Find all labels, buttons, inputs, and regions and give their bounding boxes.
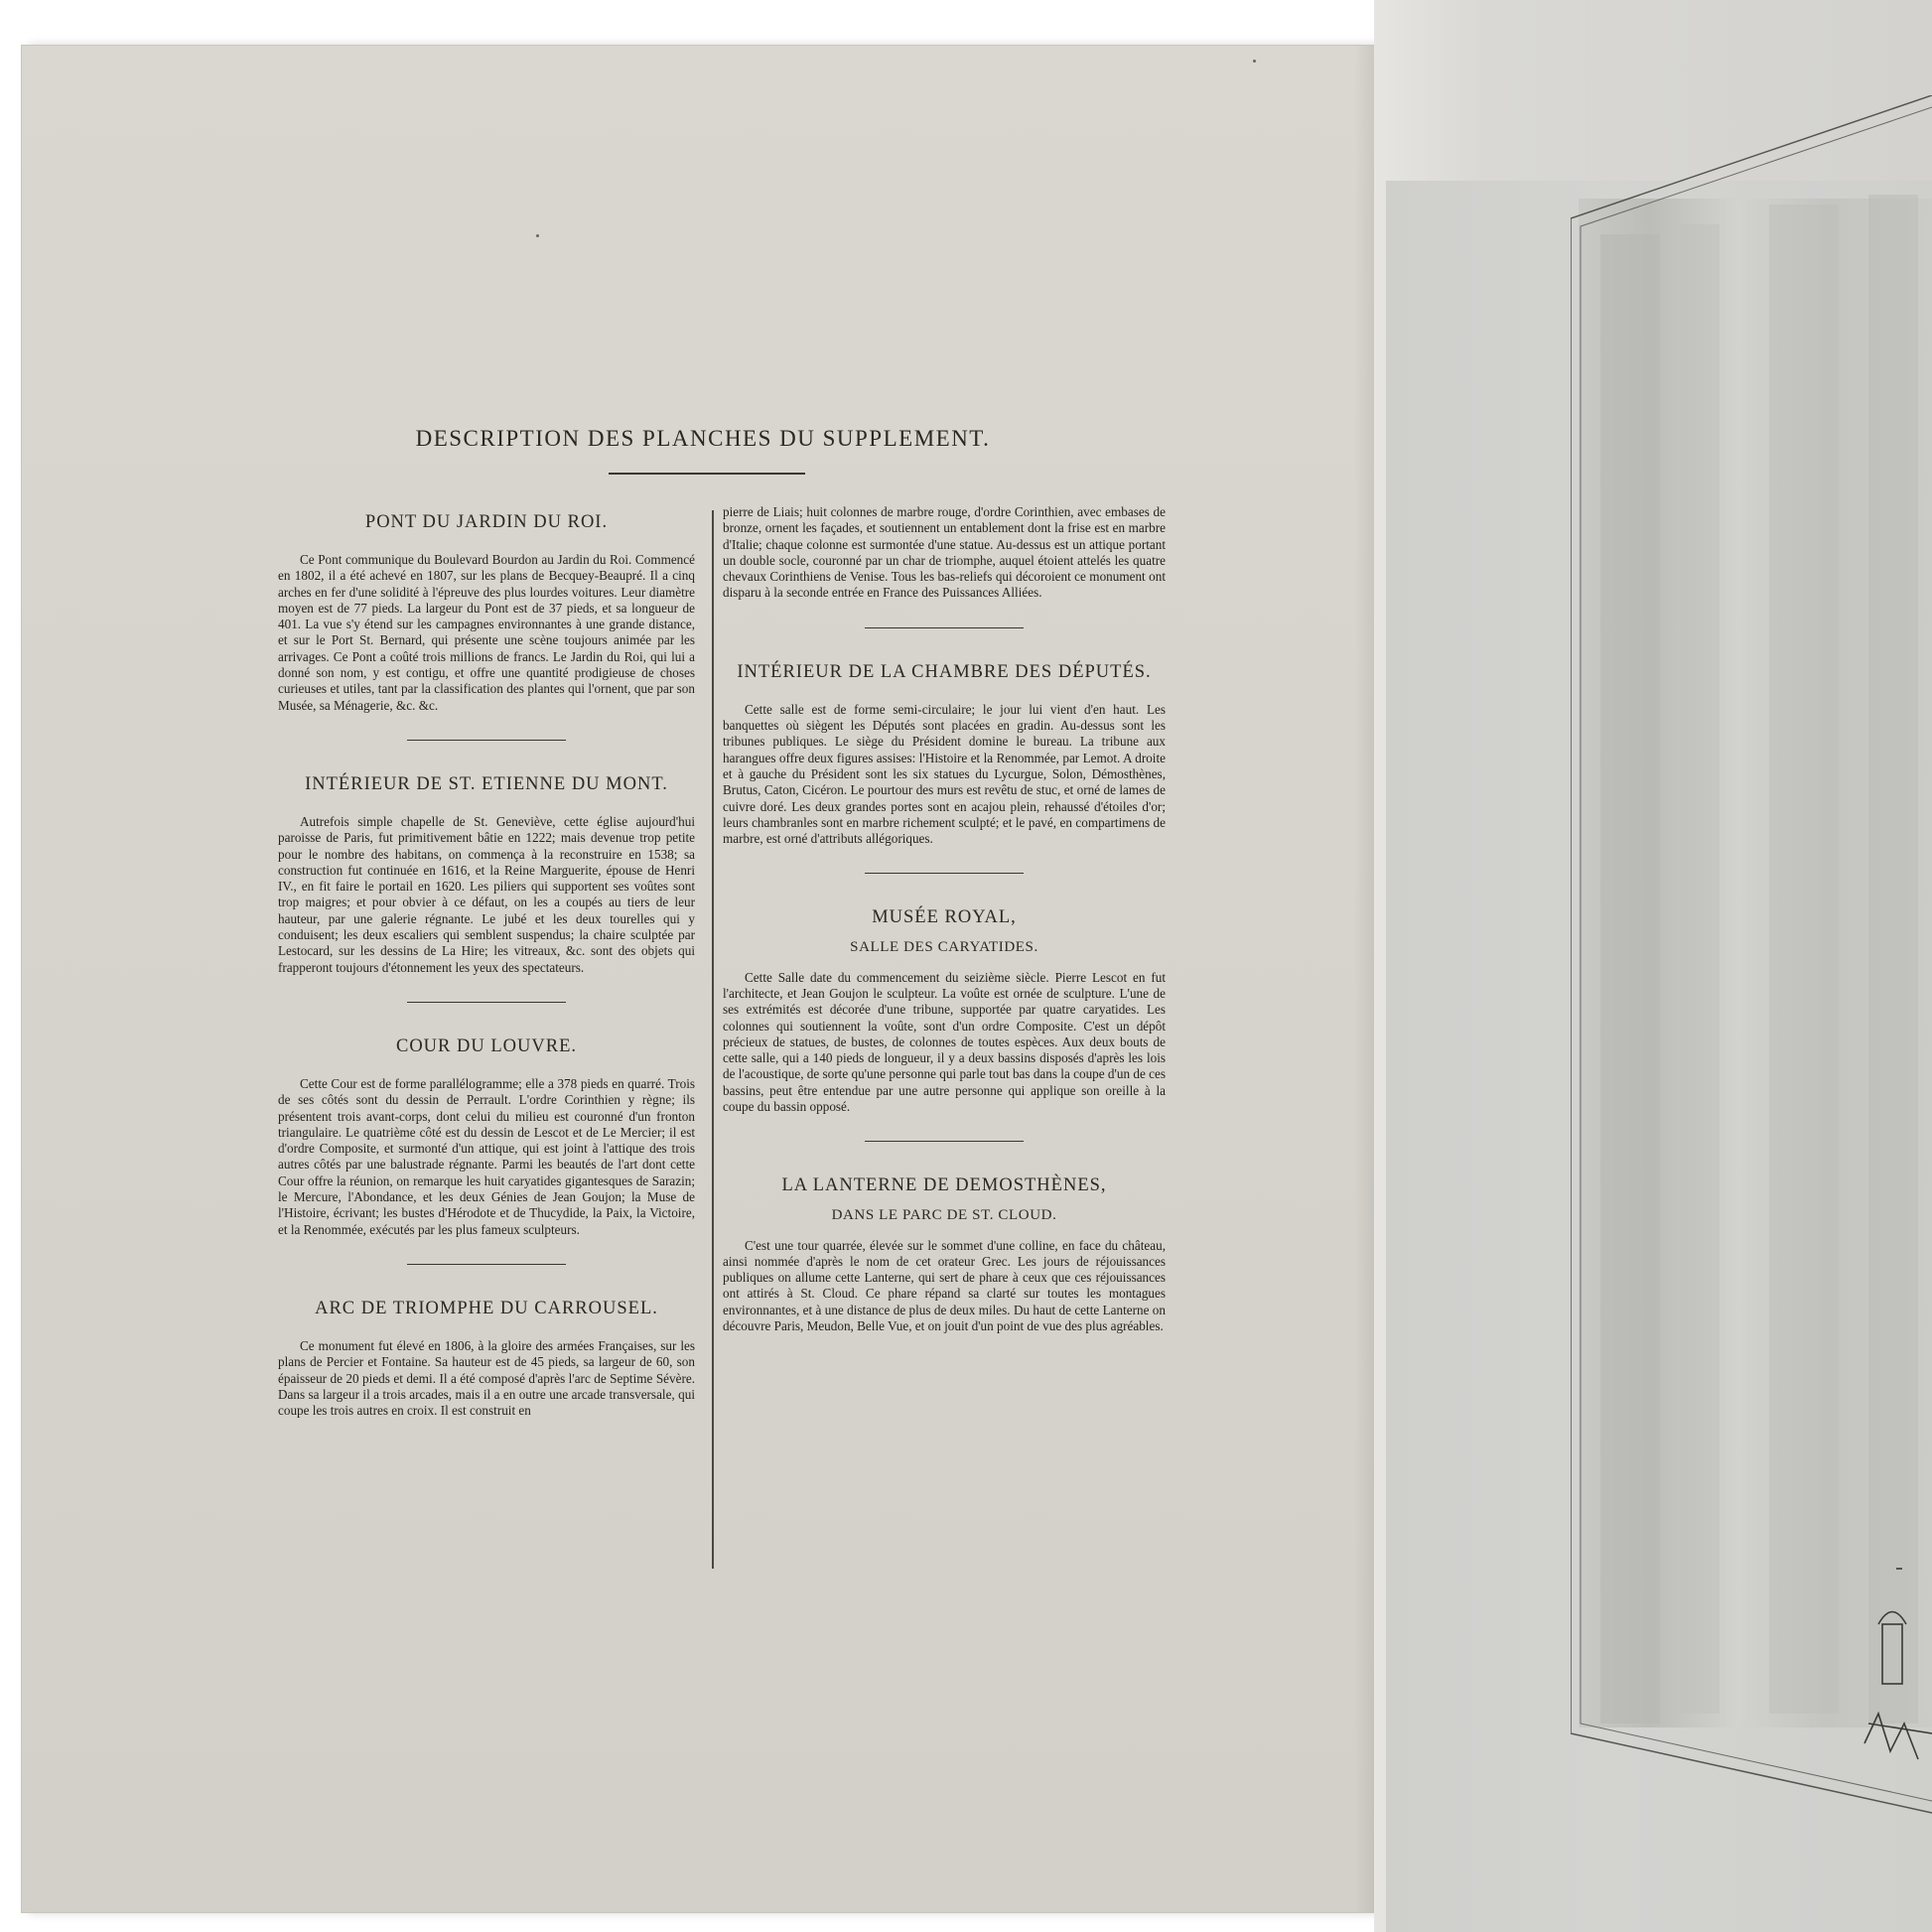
page-title: DESCRIPTION DES PLANCHES DU SUPPLEMENT. bbox=[415, 426, 991, 452]
column-divider bbox=[712, 510, 714, 1569]
title-rule bbox=[609, 473, 805, 475]
section-paragraph: Ce Pont communique du Boulevard Bourdon au Jardin du Roi. Commencé en 1802, il a été achevé en 1807, sur les plans de Becquey-Beaupré. Il a cinq arches en fer d'une solidité à l'épreuve des plus lourdes voitures. Leur diamètre moyen est de 77 pieds. La largeur du Pont est de 37 pieds, et sa longueur de 401. La vue s'y étend sur les campagnes environnantes à une grande distance, et sur le Port St. Bernard, qui présente une scène toujours animée par les arrivages. Ce Pont a coûté trois millions de francs. Le Jardin du Roi, qui lui a donné son nom, y est contigu, et offre une quantité prodigieuse de choses curieuses et utiles, tant par la classification des plantes qui l'ornent, que par son Musée, sa Ménagerie, &c. &c. bbox=[278, 552, 695, 713]
section-rule bbox=[865, 627, 1024, 628]
section-paragraph: Autrefois simple chapelle de St. Geneviève, cette église aujourd'hui paroisse de Paris, fut primitivement bâtie en 1222; mais devenue trop petite pour le nombre des habitans, on commença à la reconstruire en 1538; sa construction fut continuée en 1616, et la Reine Marguerite, épouse de Henri IV., en fit faire le portail en 1620. Les piliers qui supportent ses voûtes sont trop maigres; et pour obvier à ce défaut, on les a coupés au tiers de leur hauteur, par une galerie régnante. Le jubé et les deux tourelles qui y conduisent; les deux escaliers qui semblent suspendus; la chaire sculptée par Lestocard, sur les dessins de La Hire; les vitreaux, &c. sont des objets qui frapperont toujours d'étonnement les yeux des spectateurs. bbox=[278, 813, 695, 975]
section-title: INTÉRIEUR DE LA CHAMBRE DES DÉPUTÉS. bbox=[737, 661, 1152, 682]
engraving-illustration bbox=[1571, 95, 1932, 1823]
section-subtitle: DANS LE PARC DE ST. CLOUD. bbox=[831, 1207, 1057, 1224]
continued-paragraph: pierre de Liais; huit colonnes de marbre rouge, d'ordre Corinthien, avec embases de bronze, ornent les façades, et soutiennent un entablement dont la frise est en marbre d'Italie; chaque colonne est surmontée d'une statue. Au-dessus est un attique portant un double socle, couronné par un char de triomphe, auquel étoient attelés les quatre chevaux Corinthiens de Venise. Tous les bas-reliefs qui décoroient ce monument ont disparu à la seconde entrée en France des Puissances Alliées. bbox=[723, 504, 1166, 601]
section-title: INTÉRIEUR DE ST. ETIENNE DU MONT. bbox=[305, 773, 668, 794]
section-title: COUR DU LOUVRE. bbox=[395, 1035, 577, 1056]
section-rule bbox=[407, 1264, 566, 1265]
paper-speck bbox=[536, 234, 539, 237]
left-column bbox=[278, 504, 695, 1419]
sky-wash bbox=[1680, 224, 1720, 1714]
section-paragraph: Cette Salle date du commencement du seizième siècle. Pierre Lescot en fut l'architecte, et Jean Goujon le sculpteur. La voûte est ornée de sculpture. L'une de ses extrémités est décorée d'une tribune, supportée par quatre caryatides. Les colonnes qui soutiennent la voûte, sont d'un ordre Composite. C'est un dépôt précieux de statues, de bustes, de colonnes de toutes espèces. Aux deux bouts de cette salle, qui a 140 pieds de longueur, il y a deux bassins disposés d'après les lois de l'acoustique, de sorte qu'une personne qui parle tout bas dans la coupe d'un de ces bassins, peut être entendue par une autre personne qui applique son oreille à la coupe du bassin opposé. bbox=[723, 969, 1166, 1115]
section-rule bbox=[865, 873, 1024, 874]
section-rule bbox=[407, 740, 566, 741]
section-paragraph: Ce monument fut élevé en 1806, à la gloire des armées Françaises, sur les plans de Percier et Fontaine. Sa hauteur est de 45 pieds, sa largeur de 60, son épaisseur de 20 pieds et demi. Il a été composé d'après l'arc de Septime Sévère. Dans sa largeur il a trois arcades, mais il a en outre une arcade transversale, qui coupe les trois autres en croix. Il est construit en bbox=[278, 1337, 695, 1419]
section-paragraph: C'est une tour quarrée, élevée sur le sommet d'une colline, en face du château, ainsi nommée d'après le nom de cet orateur Grec. Les jours de réjouissances publiques on allume cette Lanterne, qui sert de phare à ceux que ces réjouissances ont attirés à St. Cloud. Ce phare répand sa clarté sur toutes les montagues environnantes, et à une distance de plus de deux miles. Du haut de cette Lanterne on découvre Paris, Meudon, Belle Vue, et on jouit d'un point de vue des plus agréables. bbox=[723, 1237, 1166, 1334]
right-column bbox=[723, 504, 1166, 1334]
text-page bbox=[22, 46, 1384, 1912]
section-rule bbox=[865, 1141, 1024, 1142]
paper-speck bbox=[1253, 60, 1256, 63]
section-title: MUSÉE ROYAL, bbox=[872, 907, 1017, 928]
section-paragraph: Cette salle est de forme semi-circulaire; le jour lui vient d'en haut. Les banquettes où siègent les Députés sont placées en gradin. Au-dessus sont les tribunes publiques. Le siège du Président domine le bureau. La tribune aux harangues offre deux figures assises: l'Histoire et la Renommée, par Lemot. A droite et à gauche du Président sont les six statues du Lycurgue, Solon, Démosthènes, Brutus, Caton, Cicéron. Le pourtour des murs est revêtu de stuc, et orné de lames de cuivre doré. Les deux grandes portes sont en acajou plein, rehaussé d'étoiles d'or; leurs chambranles sont en marbre richement sculpté; et le pavé, en compartimens de marbre, est orné d'attributs allégoriques. bbox=[723, 701, 1166, 847]
section-subtitle: SALLE DES CARYATIDES. bbox=[850, 939, 1038, 956]
section-title: LA LANTERNE DE DEMOSTHÈNES, bbox=[781, 1175, 1107, 1196]
sky-wash bbox=[1600, 234, 1660, 1724]
sky-wash bbox=[1868, 195, 1918, 1724]
section-rule bbox=[407, 1002, 566, 1003]
section-title: PONT DU JARDIN DU ROI. bbox=[364, 512, 609, 532]
section-title: ARC DE TRIOMPHE DU CARROUSEL. bbox=[315, 1298, 658, 1318]
sky-wash bbox=[1769, 205, 1839, 1714]
section-paragraph: Cette Cour est de forme parallélogramme; elle a 378 pieds en quarré. Trois de ses côtés sont du dessin de Perrault. L'ordre Corinthien y règne; ils présentent trois avant-corps, dont celui du milieu est couronné d'un fronton triangulaire. Le quatrième côté est du dessin de Lescot et de Le Mercier; il est d'ordre Composite, et surmonté d'un attique, qui est joint à l'attique des trois autres côtés par une balustrade régnante. Parmi les beautés de l'art dont cette Cour offre la réunion, on remarque les huit caryatides gigantesques de Sarazin; le Mercure, l'Abondance, et les deux Génies de Jean Goujon; la Muse de l'Histoire, écrivant; les bustes d'Hérodote et de Thucydide, la Paix, la Victoire, et la Renommée, exécutés par les plus fameux sculpteurs. bbox=[278, 1075, 695, 1237]
